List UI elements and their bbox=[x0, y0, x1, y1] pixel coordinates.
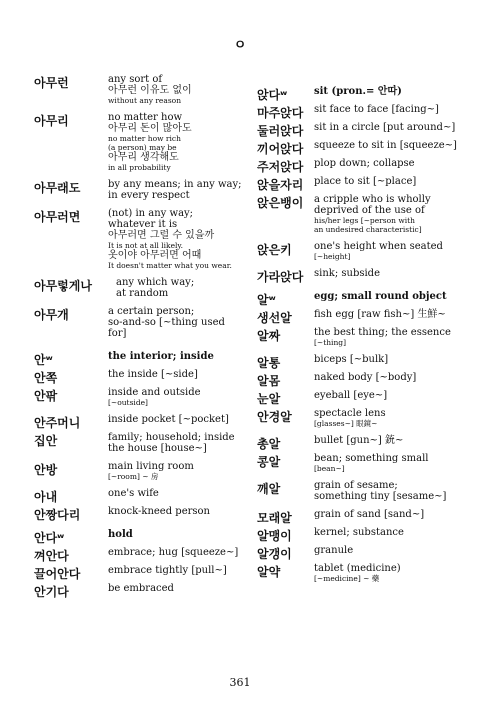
dictionary-entry bbox=[34, 112, 244, 172]
definition-line: plop down; collapse bbox=[314, 158, 415, 169]
dictionary-entry bbox=[257, 241, 457, 261]
definition-line: inside and outside bbox=[108, 387, 201, 398]
entry-definition bbox=[314, 509, 457, 520]
dictionary-entry bbox=[257, 545, 457, 561]
entry-definition bbox=[314, 563, 457, 583]
definition-line: egg; small round object bbox=[314, 291, 447, 302]
definition-line: 아무리 돈이 많아도 bbox=[108, 123, 192, 134]
entry-headword: 안ʷ bbox=[34, 353, 53, 367]
entry-definition bbox=[314, 372, 457, 383]
entry-headword: 총알 bbox=[257, 437, 281, 451]
entry-definition bbox=[314, 122, 457, 133]
entry-headword: 안팎 bbox=[34, 389, 58, 403]
definition-line: no matter how rich bbox=[108, 134, 181, 143]
entry-headword: 깨알 bbox=[257, 482, 281, 496]
entry-headword: 아내 bbox=[34, 490, 58, 504]
entry-headword: 모래알 bbox=[257, 511, 292, 525]
entry-definition bbox=[314, 354, 457, 365]
definition-line: no matter how bbox=[108, 112, 183, 123]
entry-definition bbox=[314, 268, 457, 279]
dictionary-entry bbox=[34, 74, 244, 105]
dictionary-entry bbox=[257, 372, 457, 388]
entry-headword: 둘러앉다 bbox=[257, 124, 304, 138]
entry-definition bbox=[314, 241, 457, 261]
definition-line: [bean~] bbox=[314, 464, 345, 473]
definition-line: eyeball [eye~] bbox=[314, 390, 388, 401]
entry-definition bbox=[108, 565, 244, 576]
definition-line: inside pocket [~pocket] bbox=[108, 414, 229, 425]
entry-headword: 안짱다리 bbox=[34, 508, 81, 522]
entry-definition bbox=[314, 158, 457, 169]
definition-line: biceps [~bulk] bbox=[314, 354, 389, 365]
definition-line: (a person) may be bbox=[108, 143, 177, 152]
entry-definition bbox=[314, 453, 457, 473]
entry-definition bbox=[108, 369, 244, 380]
definition-line: be embraced bbox=[108, 583, 174, 594]
dictionary-entry bbox=[34, 461, 244, 481]
definition-line: deprived of the use of bbox=[314, 205, 425, 216]
definition-line: hold bbox=[108, 529, 133, 540]
definition-line: main living room bbox=[108, 461, 194, 472]
definition-line: a cripple who is wholly bbox=[314, 194, 431, 205]
entry-definition bbox=[314, 194, 457, 234]
dictionary-entry bbox=[257, 176, 457, 192]
entry-definition bbox=[108, 179, 244, 201]
entry-headword: 알통 bbox=[257, 356, 281, 370]
definition-line: his/her legs [~person with bbox=[314, 216, 415, 225]
dictionary-entry bbox=[257, 309, 457, 325]
entry-definition bbox=[108, 506, 244, 517]
entry-headword: 알갱이 bbox=[257, 547, 292, 561]
definition-line: It doesn't matter what you wear. bbox=[108, 261, 232, 270]
page-number: 361 bbox=[229, 676, 251, 689]
dictionary-entry bbox=[34, 565, 244, 581]
definition-line: by any means; in any way; bbox=[108, 179, 242, 190]
entry-headword: 안기다 bbox=[34, 585, 69, 599]
definition-line: naked body [~body] bbox=[314, 372, 417, 383]
entry-definition bbox=[108, 306, 244, 339]
entry-definition bbox=[314, 545, 457, 556]
dictionary-entry bbox=[34, 208, 244, 270]
dictionary-entry bbox=[34, 547, 244, 563]
definition-line: [~thing] bbox=[314, 338, 347, 347]
right-column bbox=[257, 74, 457, 590]
definition-line: 아무런 이유도 없이 bbox=[108, 85, 192, 96]
entry-headword: 알짜 bbox=[257, 329, 281, 343]
entry-headword: 콩알 bbox=[257, 455, 281, 469]
definition-line: [~medicine] ~ 藥 bbox=[314, 574, 380, 583]
entry-definition bbox=[314, 309, 457, 320]
dictionary-entry bbox=[257, 140, 457, 156]
dictionary-entry bbox=[257, 158, 457, 174]
entry-headword: 안다ʷ bbox=[34, 531, 65, 545]
definition-line: the best thing; the essence bbox=[314, 327, 451, 338]
dictionary-entry bbox=[257, 435, 457, 451]
entry-headword: 아무개 bbox=[34, 308, 69, 322]
entry-definition bbox=[108, 414, 244, 425]
running-head: ㅇ bbox=[233, 38, 247, 53]
entry-definition bbox=[108, 387, 244, 407]
definition-line: without any reason bbox=[108, 96, 182, 105]
entry-headword: 주저앉다 bbox=[257, 160, 304, 174]
entry-headword: 안쪽 bbox=[34, 371, 58, 385]
entry-definition bbox=[108, 547, 244, 558]
definition-line: so-and-so [~thing used for] bbox=[108, 317, 225, 339]
definition-line: (not) in any way; bbox=[108, 208, 194, 219]
definition-line: the house [house~] bbox=[108, 443, 207, 454]
definition-line: the inside [~side] bbox=[108, 369, 198, 380]
dictionary-entry bbox=[34, 306, 244, 339]
definition-line: grain of sand [sand~] bbox=[314, 509, 425, 520]
definition-line: 아무러면 그럴 수 있을까 bbox=[108, 230, 215, 241]
dictionary-entry bbox=[34, 488, 244, 504]
definition-line: embrace; hug [squeeze~] bbox=[108, 547, 239, 558]
definition-line: sink; subside bbox=[314, 268, 381, 279]
entry-headword: 알맹이 bbox=[257, 529, 292, 543]
left-column bbox=[34, 74, 244, 601]
definition-line: any sort of bbox=[108, 74, 163, 85]
definition-line: [~room] ~ 房 bbox=[108, 472, 159, 481]
dictionary-entry bbox=[257, 390, 457, 406]
entry-definition bbox=[108, 112, 244, 172]
entry-headword: 눈알 bbox=[257, 392, 281, 406]
entry-definition bbox=[314, 291, 457, 302]
entry-definition bbox=[314, 480, 457, 502]
definition-line: whatever it is bbox=[108, 219, 178, 230]
entry-definition bbox=[108, 488, 244, 499]
dictionary-entry bbox=[257, 122, 457, 138]
definition-line: spectacle lens bbox=[314, 408, 386, 419]
dictionary-entry bbox=[34, 351, 244, 367]
entry-headword: 껴안다 bbox=[34, 549, 69, 563]
definition-line: It is not at all likely. bbox=[108, 241, 184, 250]
definition-line: grain of sesame; bbox=[314, 480, 398, 491]
dictionary-entry bbox=[257, 527, 457, 543]
dictionary-entry bbox=[257, 268, 457, 284]
definition-line: one's height when seated bbox=[314, 241, 443, 252]
dictionary-entry bbox=[257, 194, 457, 234]
entry-headword: 앉을자리 bbox=[257, 178, 304, 192]
entry-definition bbox=[116, 277, 244, 299]
dictionary-entry bbox=[257, 453, 457, 473]
entry-headword: 가라앉다 bbox=[257, 270, 304, 284]
definition-line: place to sit [~place] bbox=[314, 176, 417, 187]
definition-line: fish egg [raw fish~] 生鮮~ bbox=[314, 309, 446, 320]
definition-line: in all probability bbox=[108, 163, 171, 172]
dictionary-entry bbox=[257, 104, 457, 120]
entry-headword: 아무리 bbox=[34, 114, 69, 128]
dictionary-entry bbox=[34, 277, 244, 299]
entry-headword: 아무러면 bbox=[34, 210, 81, 224]
entry-headword: 집안 bbox=[34, 434, 58, 448]
dictionary-entry bbox=[34, 387, 244, 407]
entry-definition bbox=[108, 208, 244, 270]
entry-headword: 아무래도 bbox=[34, 181, 81, 195]
dictionary-entry bbox=[34, 369, 244, 385]
entry-headword: 아무렇게나 bbox=[34, 279, 92, 293]
definition-line: [~height] bbox=[314, 252, 351, 261]
dictionary-entry bbox=[257, 327, 457, 347]
entry-headword: 앉다ʷ bbox=[257, 88, 288, 102]
definition-line: [~outside] bbox=[108, 398, 148, 407]
dictionary-entry bbox=[257, 563, 457, 583]
dictionary-entry bbox=[257, 86, 457, 102]
dictionary-entry bbox=[34, 432, 244, 454]
definition-line: in every respect bbox=[108, 190, 190, 201]
entry-definition bbox=[314, 527, 457, 538]
dictionary-entry bbox=[257, 408, 457, 428]
entry-headword: 안주머니 bbox=[34, 416, 81, 430]
dictionary-entry bbox=[257, 354, 457, 370]
definition-line: knock-kneed person bbox=[108, 506, 210, 517]
definition-line: tablet (medicine) bbox=[314, 563, 401, 574]
dictionary-entry bbox=[257, 291, 457, 307]
definition-line: something tiny [sesame~] bbox=[314, 491, 447, 502]
definition-line: bean; something small bbox=[314, 453, 429, 464]
entry-headword: 안경알 bbox=[257, 410, 292, 424]
dictionary-entry bbox=[34, 414, 244, 430]
definition-line: sit face to face [facing~] bbox=[314, 104, 439, 115]
definition-line: embrace tightly [pull~] bbox=[108, 565, 227, 576]
dictionary-entry bbox=[34, 529, 244, 545]
entry-headword: 앉은뱅이 bbox=[257, 196, 304, 210]
definition-line: a certain person; bbox=[108, 306, 195, 317]
entry-definition bbox=[314, 435, 457, 446]
entry-definition bbox=[314, 176, 457, 187]
entry-definition bbox=[314, 104, 457, 115]
entry-definition bbox=[314, 86, 457, 97]
definition-line: sit in a circle [put around~] bbox=[314, 122, 456, 133]
entry-definition bbox=[314, 408, 457, 428]
definition-line: at random bbox=[116, 288, 169, 299]
definition-line: 옷이야 아무러면 어때 bbox=[108, 250, 202, 261]
entry-definition bbox=[108, 74, 244, 105]
definition-line: [glasses~] 眼鏡~ bbox=[314, 419, 378, 428]
entry-headword: 끼어앉다 bbox=[257, 142, 304, 156]
dictionary-entry bbox=[34, 179, 244, 201]
entry-headword: 알몸 bbox=[257, 374, 281, 388]
entry-definition bbox=[314, 327, 457, 347]
entry-definition bbox=[108, 432, 244, 454]
definition-line: the interior; inside bbox=[108, 351, 214, 362]
definition-line: 아무리 생각해도 bbox=[108, 152, 179, 163]
entry-headword: 생선알 bbox=[257, 311, 292, 325]
definition-line: bullet [gun~] 銃~ bbox=[314, 435, 404, 446]
entry-headword: 앉은키 bbox=[257, 243, 292, 257]
definition-line: an undesired characteristic] bbox=[314, 225, 422, 234]
dictionary-entry bbox=[34, 506, 244, 522]
definition-line: any which way; bbox=[116, 277, 195, 288]
definition-line: family; household; inside bbox=[108, 432, 235, 443]
dictionary-entry bbox=[34, 583, 244, 599]
entry-headword: 마주앉다 bbox=[257, 106, 304, 120]
entry-definition bbox=[108, 351, 244, 362]
entry-headword: 아무런 bbox=[34, 76, 69, 90]
definition-line: one's wife bbox=[108, 488, 159, 499]
definition-line: sit (pron.= 안따) bbox=[314, 86, 402, 97]
entry-definition bbox=[314, 390, 457, 401]
entry-headword: 끌어안다 bbox=[34, 567, 81, 581]
entry-definition bbox=[108, 529, 244, 540]
dictionary-entry bbox=[257, 509, 457, 525]
entry-headword: 알약 bbox=[257, 565, 281, 579]
entry-definition bbox=[108, 583, 244, 594]
dictionary-entry bbox=[257, 480, 457, 502]
entry-definition bbox=[108, 461, 244, 481]
entry-headword: 알ʷ bbox=[257, 293, 276, 307]
entry-definition bbox=[314, 140, 457, 151]
definition-line: kernel; substance bbox=[314, 527, 404, 538]
entry-headword: 안방 bbox=[34, 463, 58, 477]
definition-line: granule bbox=[314, 545, 354, 556]
definition-line: squeeze to sit in [squeeze~] bbox=[314, 140, 457, 151]
